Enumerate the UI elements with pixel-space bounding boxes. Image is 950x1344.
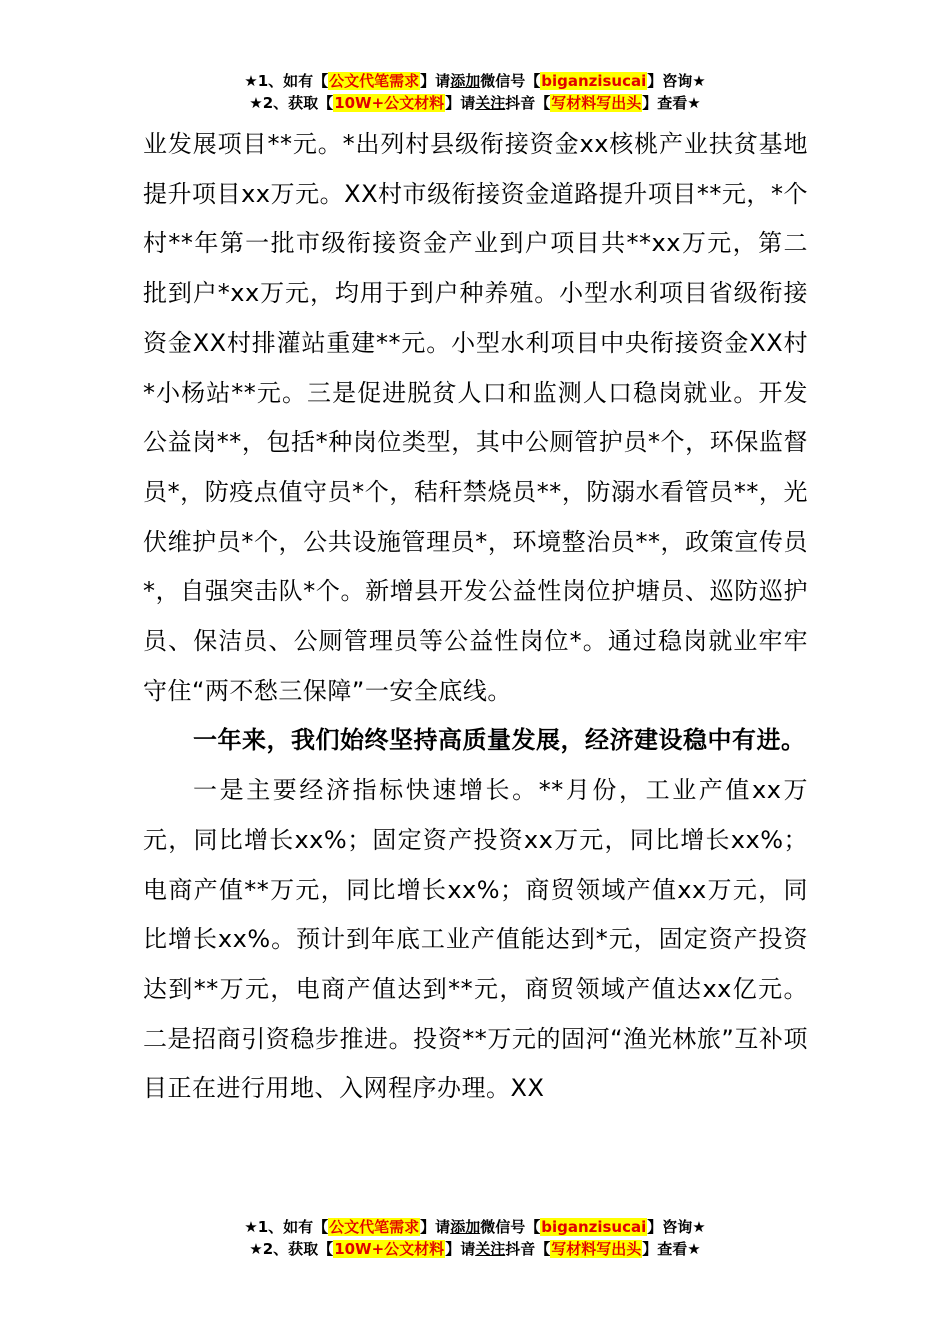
top-banner [0,70,950,114]
paragraph-continued: 业发展项目**元。*出列村县级衔接资金xx核桃产业扶贫基地提升项目xx万元。XX村市级衔接资金道路提升项目**元，*个村**年第一批市级衔接资金产业到户项目共**xx万元，第二批到户*xx万元，均用于到户种养殖。小型水利项目省级衔接资金XX村排灌站重建**元。小型水利项目中央衔接资金XX村*小杨站**元。三是促进脱贫人口和监测人口稳岗就业。开发公益岗**，包括*种岗位类型，其中公厕管护员*个，环保监督员*，防疫点值守员*个，秸秆禁烧员**，防溺水看管员**，光伏维护员*个，公共设施管理员*，环境整治员**，政策宣传员*，自强突击队*个。新增县开发公益性岗位护塘员、巡防巡护员、保洁员、公厕管理员等公益性岗位*。通过稳岗就业牢牢守住“两不愁三保障”一安全底线。 [143,130,808,705]
banner-line-1 [0,1216,950,1238]
highlight-wechat-id: biganzisucai [541,1218,647,1236]
banner-text: 微信号【 [480,72,541,90]
highlight-douyin-account: 写材料写出头 [551,1240,642,1258]
highlight-writing-service: 公文代笔需求 [329,1218,420,1236]
banner-line-1 [0,70,950,92]
banner-underlined-text: 关注 [475,94,506,112]
banner-text: 】请 [420,72,451,90]
banner-line-2 [0,92,950,114]
document-body [143,120,808,1114]
banner-text: 】咨询★ [647,1218,706,1236]
banner-text: 】请 [445,94,476,112]
banner-text: 】请 [445,1240,476,1258]
banner-text: 抖音【 [505,1240,551,1258]
banner-underlined-text: 添加 [450,72,481,90]
banner-text: ★1、如有【 [244,1218,329,1236]
bottom-banner [0,1216,950,1260]
banner-underlined-text: 添加 [450,1218,481,1236]
banner-text: 】请 [420,1218,451,1236]
highlight-douyin-account: 写材料写出头 [551,94,642,112]
paragraph-economy: 一是主要经济指标快速增长。**月份，工业产值xx万元，同比增长xx%；固定资产投资xx万元，同比增长xx%；电商产值**万元，同比增长xx%；商贸领域产值xx万元，同比增长xx%。预计到年底工业产值能达到*元，固定资产投资达到**万元，电商产值达到**元，商贸领域产值达xx亿元。二是招商引资稳步推进。投资**万元的固河“渔光林旅”互补项目正在进行用地、入网程序办理。XX [143,776,808,1103]
banner-line-2 [0,1238,950,1260]
highlight-materials: 10W+公文材料 [334,94,445,112]
section-heading: 一年来，我们始终坚持高质量发展，经济建设稳中有进。 [193,726,806,755]
banner-text: ★1、如有【 [244,72,329,90]
banner-text: ★2、获取【 [249,1240,334,1258]
banner-text: 】查看★ [642,94,701,112]
highlight-writing-service: 公文代笔需求 [329,72,420,90]
highlight-materials: 10W+公文材料 [334,1240,445,1258]
highlight-wechat-id: biganzisucai [541,72,647,90]
banner-text: 微信号【 [480,1218,541,1236]
banner-text: 】咨询★ [647,72,706,90]
banner-text: ★2、获取【 [249,94,334,112]
banner-underlined-text: 关注 [475,1240,506,1258]
banner-text: 抖音【 [505,94,551,112]
banner-text: 】查看★ [642,1240,701,1258]
